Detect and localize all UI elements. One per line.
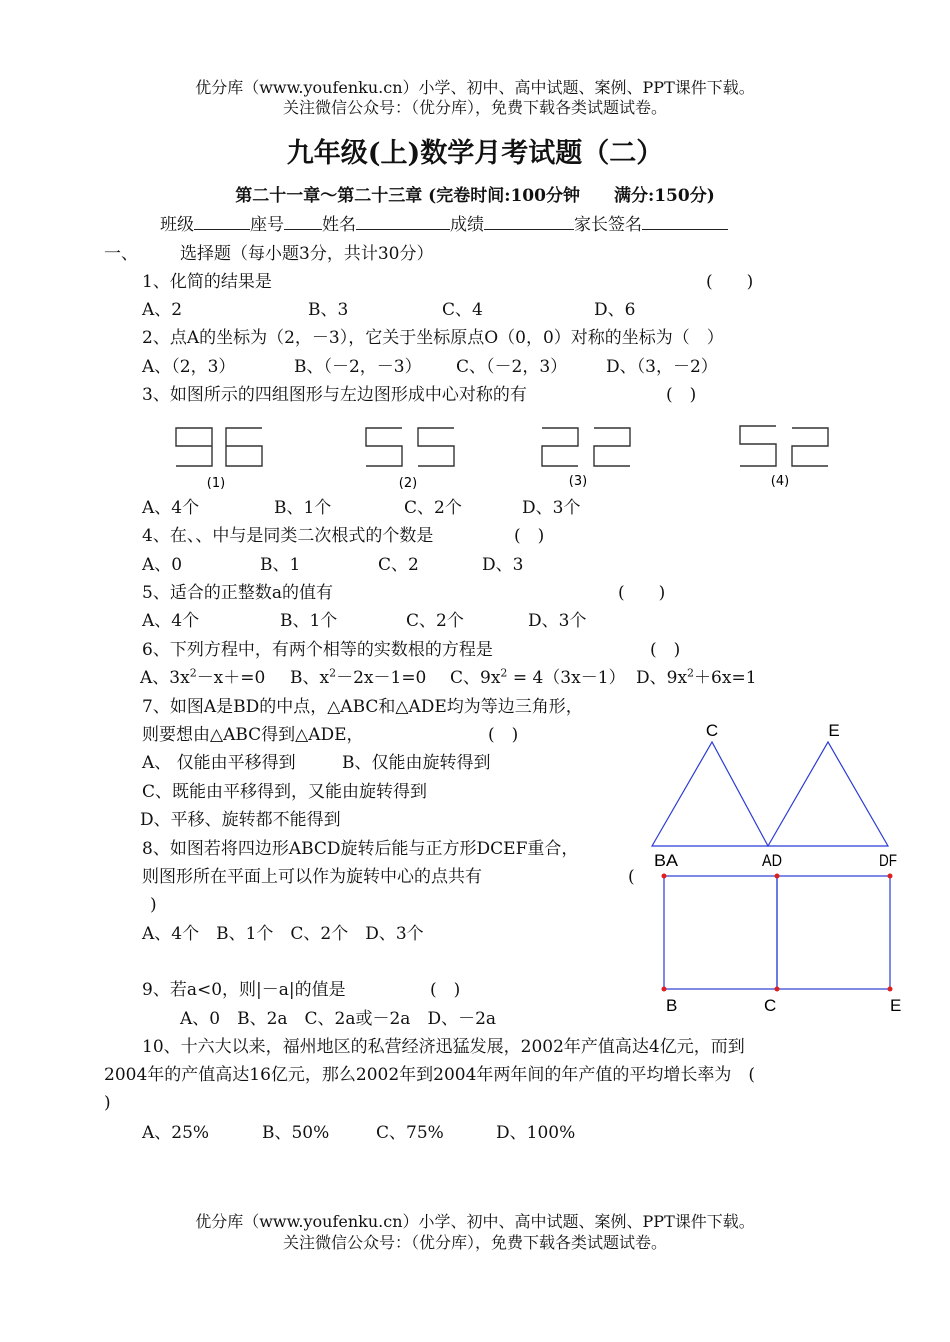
header-line-1: 优分库（www.youfenku.cn）小学、初中、高中试题、案例、PPT课件下载。 bbox=[195, 78, 755, 97]
q7-paren: ( ) bbox=[488, 725, 519, 745]
q5-option-d: D、3个 bbox=[528, 611, 587, 631]
quadrilateral-abcd bbox=[664, 876, 777, 989]
q10-option-d: D、100% bbox=[496, 1123, 576, 1143]
q2-option-c: C、（－2，3） bbox=[456, 357, 568, 377]
class-label: 班级 bbox=[160, 215, 194, 235]
q7-label-ba: BA bbox=[654, 851, 679, 870]
seat-label: 座号 bbox=[250, 215, 284, 235]
header-line-2: 关注微信公众号：（优分库），免费下载各类试题试卷。 bbox=[282, 98, 667, 117]
q7-label-df: DF bbox=[879, 851, 897, 870]
q8-line-2: 则图形所在平面上可以作为旋转中心的点共有 bbox=[142, 867, 482, 887]
q10-line-2: 2004年的产值高达16亿元，那么2002年到2004年两年间的年产值的平均增长率为 ( bbox=[104, 1065, 756, 1085]
q7-label-ad: AD bbox=[762, 851, 782, 870]
q8-paren-open: ( bbox=[628, 867, 635, 887]
page-subtitle: 第二十一章～第二十三章 (完卷时间:100分钟 满分:150分) bbox=[235, 186, 715, 206]
triangle-abc bbox=[652, 742, 768, 846]
q10-option-c: C、75% bbox=[376, 1123, 444, 1143]
point-e bbox=[888, 987, 893, 992]
q5-option-a: A、4个 bbox=[142, 611, 200, 631]
q2-option-b: B、（－2，－3） bbox=[294, 357, 422, 377]
q3-option-a: A、4个 bbox=[142, 498, 200, 518]
q3-option-d: D、3个 bbox=[522, 498, 581, 518]
point-f bbox=[888, 874, 893, 879]
point-d bbox=[775, 874, 780, 879]
q3-figure-label-4: (4) bbox=[770, 474, 790, 489]
q7-label-e: E bbox=[828, 721, 840, 740]
q1-option-c: C、4 bbox=[442, 300, 483, 320]
q8-label-e: E bbox=[890, 996, 902, 1015]
q10-option-b: B、50% bbox=[262, 1123, 330, 1143]
section-title: 选择题（每小题3分，共计30分） bbox=[180, 244, 434, 264]
q3-figure-label-3: (3) bbox=[568, 474, 588, 489]
q8-label-c: C bbox=[764, 996, 777, 1015]
section-number: 一、 bbox=[104, 244, 138, 264]
q7-option-a: A、 仅能由平移得到 bbox=[142, 753, 296, 773]
q4-stem: 4、在、、中与是同类二次根式的个数是 bbox=[142, 526, 434, 546]
q7-line-2: 则要想由△ABC得到△ADE， bbox=[142, 725, 364, 745]
q5-paren: ( ) bbox=[618, 583, 666, 603]
q2-option-d: D、（3，－2） bbox=[606, 357, 718, 377]
q4-option-d: D、3 bbox=[482, 555, 524, 575]
triangle-ade bbox=[768, 742, 888, 846]
q4-option-b: B、1 bbox=[260, 555, 301, 575]
parent-label: 家长签名 bbox=[574, 215, 642, 235]
q1-option-b: B、3 bbox=[308, 300, 349, 320]
q8-paren-close: ) bbox=[150, 895, 157, 915]
point-c bbox=[775, 987, 780, 992]
q7-label-c: C bbox=[705, 721, 719, 740]
q8-label-b: B bbox=[666, 996, 678, 1015]
q1-stem: 1、化简的结果是 bbox=[142, 272, 272, 292]
q2-option-a: A、（2，3） bbox=[142, 357, 236, 377]
q1-paren: ( ) bbox=[706, 272, 754, 292]
q6-option-d: D、$9x^2+6x=1$ bbox=[636, 666, 757, 688]
q7-option-b: B、仅能由旋转得到 bbox=[342, 753, 491, 773]
q6-paren: ( ) bbox=[650, 640, 681, 660]
q9-options: A、0 B、2a C、2a或－2a D、－2a bbox=[180, 1009, 497, 1029]
q10-line-1: 10、十六大以来，福州地区的私营经济迅猛发展，2002年产值高达4亿元，而到 bbox=[142, 1037, 745, 1057]
footer-line-2: 关注微信公众号：（优分库），免费下载各类试题试卷。 bbox=[282, 1233, 667, 1252]
q8-line-1: 8、如图若将四边形ABCD旋转后能与正方形DCEF重合， bbox=[142, 839, 579, 859]
q3-option-c: C、2个 bbox=[404, 498, 462, 518]
q6-option-b: B、$x^2-2x-1=0$ bbox=[290, 666, 427, 688]
name-label: 姓名 bbox=[322, 215, 356, 235]
q1-option-a: A、2 bbox=[142, 300, 183, 320]
q6-option-a: A、$3x^2-x+=0$ bbox=[140, 666, 266, 688]
q3-stem: 3、如图所示的四组图形与左边图形成中心对称的有 bbox=[142, 385, 527, 405]
point-a bbox=[662, 874, 667, 879]
q10-line-3: ) bbox=[104, 1093, 111, 1113]
q7-line-1: 7、如图A是BD的中点，△ABC和△ADE均为等边三角形， bbox=[142, 697, 583, 717]
q3-paren: ( ) bbox=[666, 385, 697, 405]
q7-option-d: D、平移、旋转都不能得到 bbox=[140, 810, 341, 830]
q8-options: A、4个 B、1个 C、2个 D、3个 bbox=[142, 924, 424, 944]
q4-paren: ( ) bbox=[514, 526, 545, 546]
q6-option-c: C、$9x^2 = 4(3x-1)$ bbox=[450, 666, 626, 688]
q9-paren: ( ) bbox=[430, 980, 461, 1000]
q3-figure-label-1: (1) bbox=[206, 476, 226, 491]
q7-option-c: C、既能由平移得到，又能由旋转得到 bbox=[142, 782, 428, 802]
q6-stem: 6、下列方程中，有两个相等的实数根的方程是 bbox=[142, 640, 493, 660]
q9-stem: 9、若a<0，则|－a|的值是 bbox=[142, 980, 346, 1000]
q1-option-d: D、6 bbox=[594, 300, 636, 320]
square-dcef bbox=[777, 876, 890, 989]
q10-option-a: A、25% bbox=[142, 1123, 210, 1143]
q5-stem: 5、适合的正整数a的值有 bbox=[142, 583, 333, 603]
point-b bbox=[662, 987, 667, 992]
page-title: 九年级(上)数学月考试题（二） bbox=[286, 138, 664, 169]
q5-option-c: C、2个 bbox=[406, 611, 464, 631]
q3-option-b: B、1个 bbox=[274, 498, 332, 518]
q2-stem: 2、点A的坐标为（2，－3），它关于坐标原点O（0，0）对称的坐标为（ ） bbox=[142, 328, 724, 348]
q4-option-c: C、2 bbox=[378, 555, 419, 575]
score-label: 成绩 bbox=[450, 215, 484, 235]
footer-line-1: 优分库（www.youfenku.cn）小学、初中、高中试题、案例、PPT课件下载。 bbox=[195, 1212, 755, 1231]
q4-option-a: A、0 bbox=[142, 555, 183, 575]
q5-option-b: B、1个 bbox=[280, 611, 338, 631]
q3-figure-label-2: (2) bbox=[398, 476, 418, 491]
